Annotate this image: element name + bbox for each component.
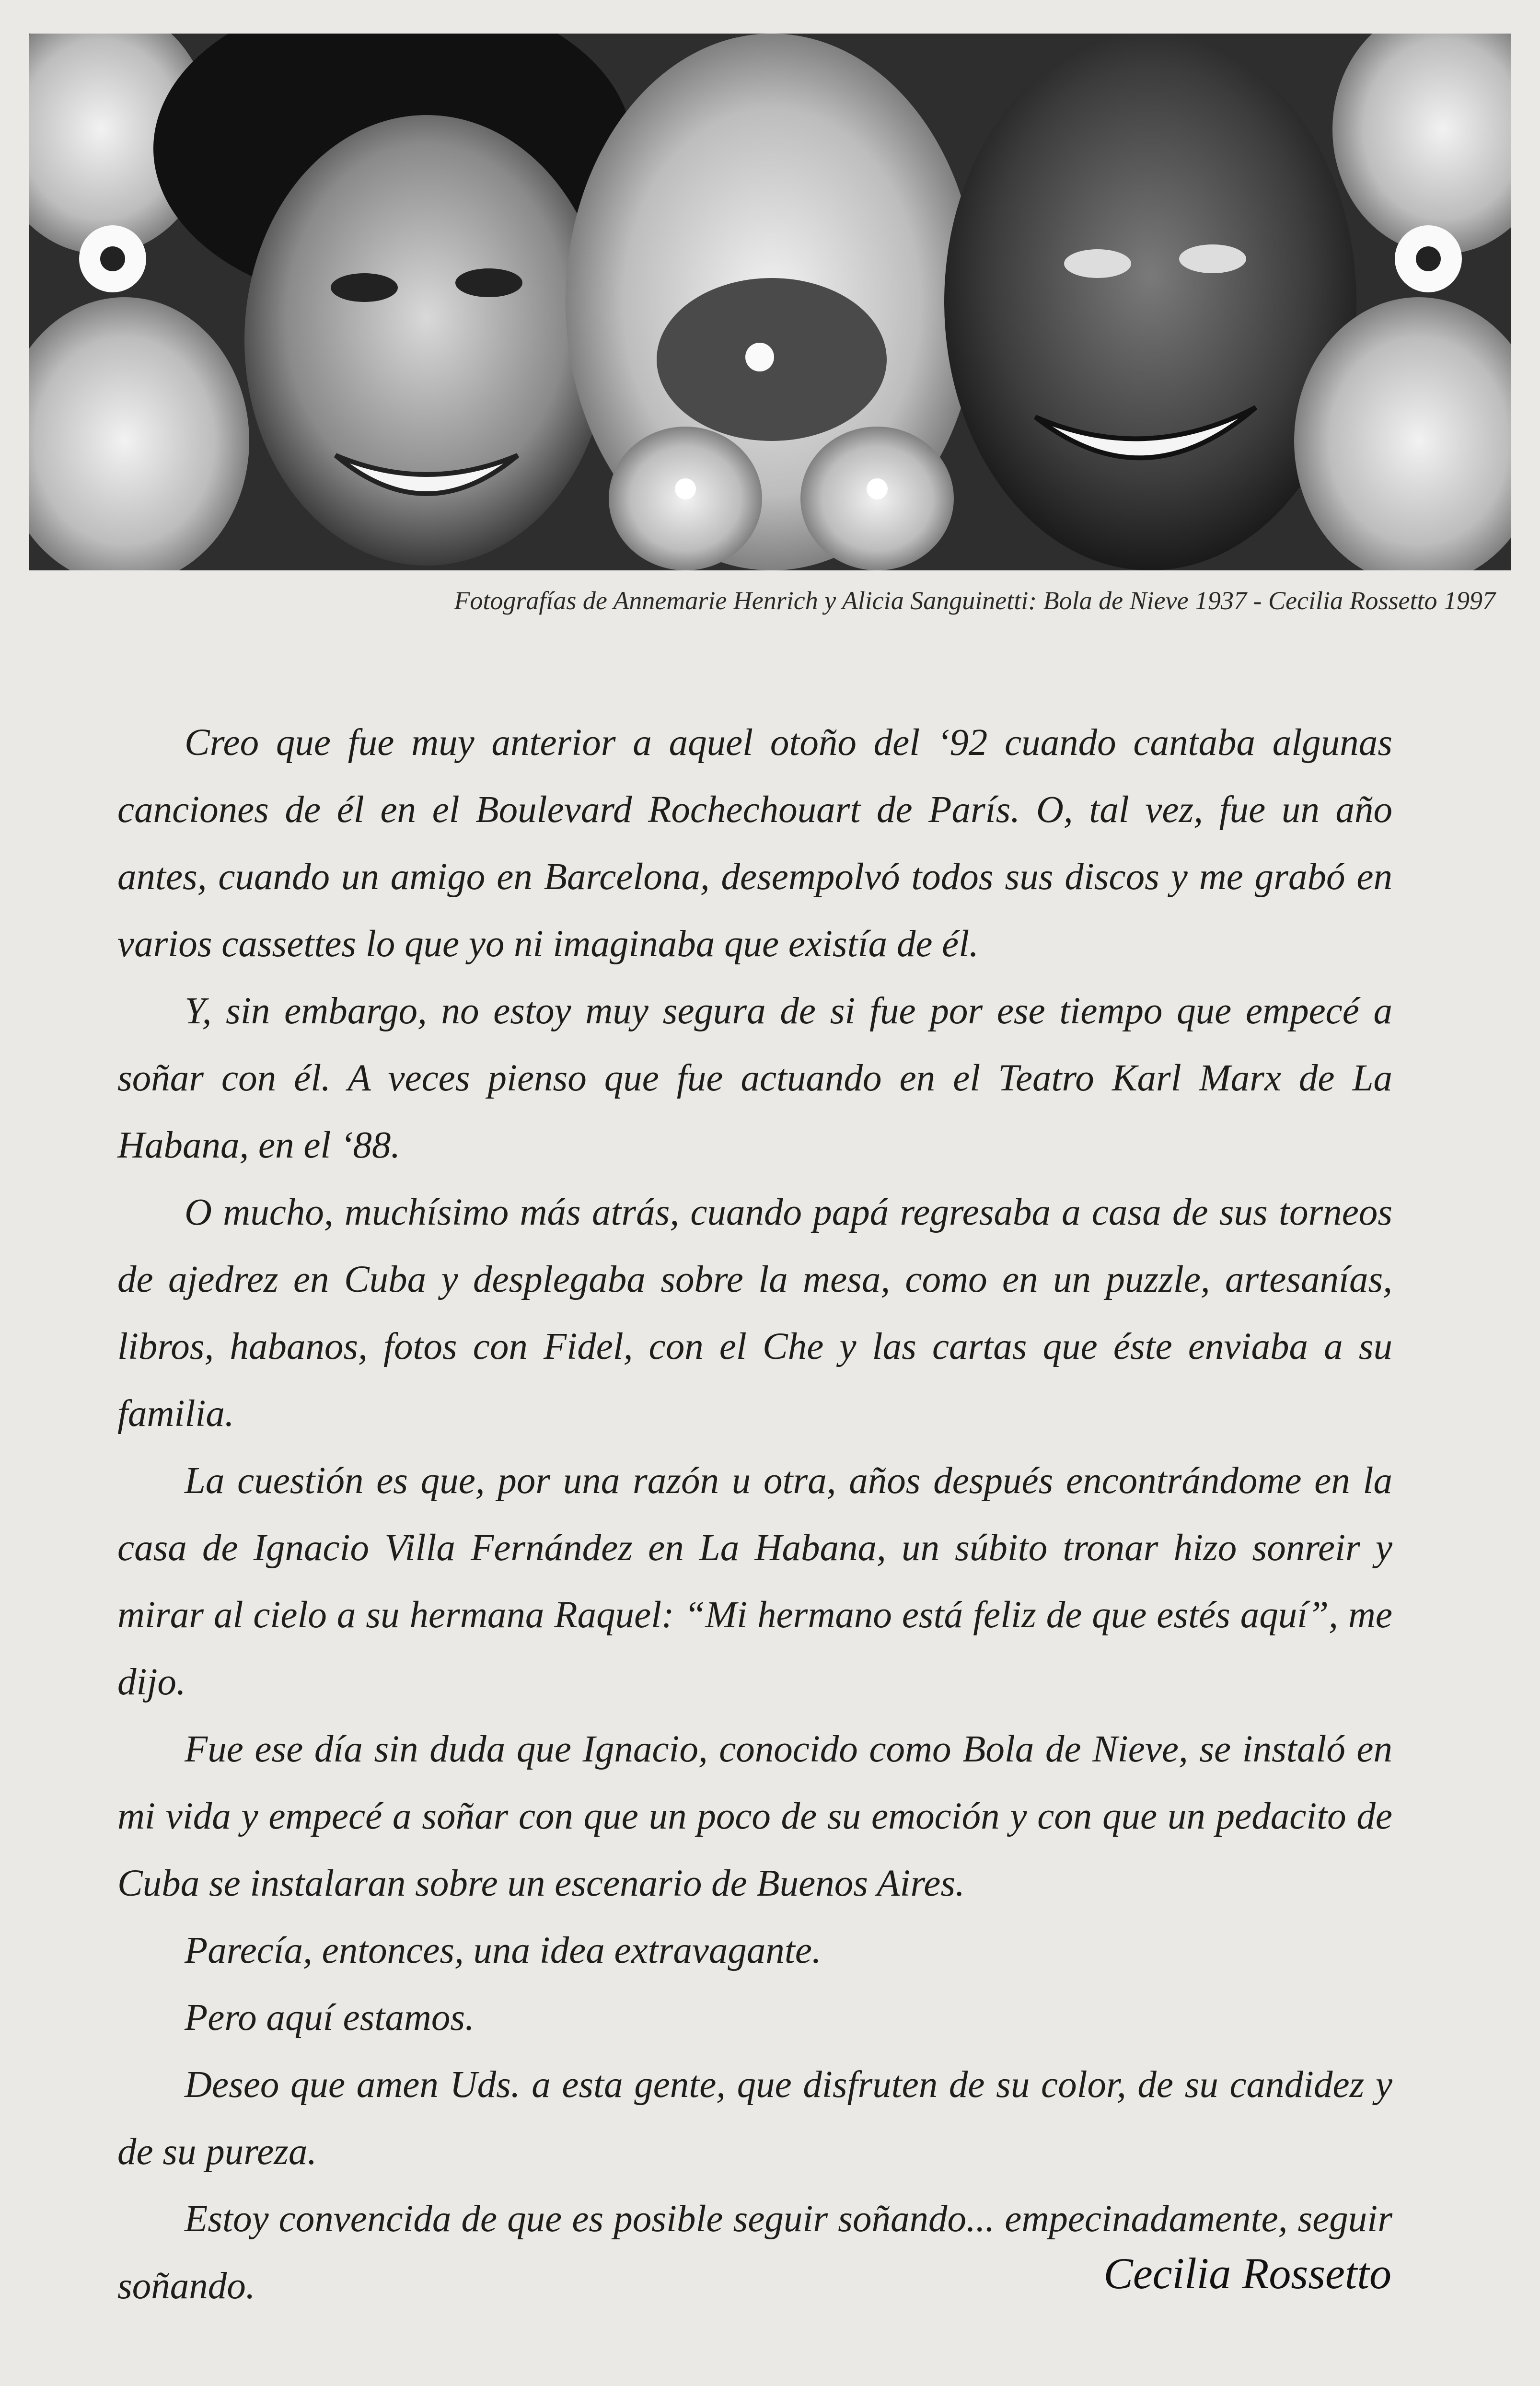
paragraph: Parecía, entonces, una idea extravagante. <box>185 1930 822 1971</box>
paragraph: Fue ese día sin duda que Ignacio, conocido como Bola de Nieve, se instaló en mi vida y empecé a soñar con que un poco de su emoción y con que un pedacito de Cuba se instalaran sobre un escenario de Buenos Aires. <box>117 1728 1392 1904</box>
letter-body <box>117 709 1392 2320</box>
header-photo-collage <box>29 34 1511 570</box>
photo-caption: Fotografías de Annemarie Henrich y Alicia Sanguinetti: Bola de Nieve 1937 - Cecilia Rossetto 1997 <box>454 586 1495 615</box>
paragraph: Estoy convencida de que es posible seguir soñando... empecinadamente, seguir soñando. <box>117 2198 1392 2307</box>
paragraph: Creo que fue muy anterior a aquel otoño del ‘92 cuando cantaba algunas canciones de él en el Boulevard Rochechouart de París. O, tal vez, fue un año antes, cuando un amigo en Barcelona, desempolvó todos sus discos y me grabó en varios cassettes lo que yo ni imaginaba que existía de él. <box>117 722 1392 965</box>
paragraph: La cuestión es que, por una razón u otra, años después encontrándome en la casa de Ignacio Villa Fernández en La Habana, un súbito tronar hizo sonreir y mirar al cielo a su hermana Raquel: “Mi hermano está feliz de que estés aquí”, me dijo. <box>117 1460 1392 1703</box>
signature: Cecilia Rossetto <box>1103 2249 1391 2298</box>
paragraph: O mucho, muchísimo más atrás, cuando papá regresaba a casa de sus torneos de ajedrez en Cuba y desplegaba sobre la mesa, como en un puzzle, artesanías, libros, habanos, fotos con Fidel, con el Che y las cartas que éste enviaba a su familia. <box>117 1192 1392 1435</box>
paragraph: Pero aquí estamos. <box>185 1997 475 2039</box>
paragraph: Deseo que amen Uds. a esta gente, que disfruten de su color, de su candidez y de su pureza. <box>117 2064 1392 2173</box>
paragraph: Y, sin embargo, no estoy muy segura de si fue por ese tiempo que empecé a soñar con él. A veces pienso que fue actuando en el Teatro Karl Marx de La Habana, en el ‘88. <box>117 990 1392 1166</box>
photo-collage-image <box>29 34 1511 570</box>
